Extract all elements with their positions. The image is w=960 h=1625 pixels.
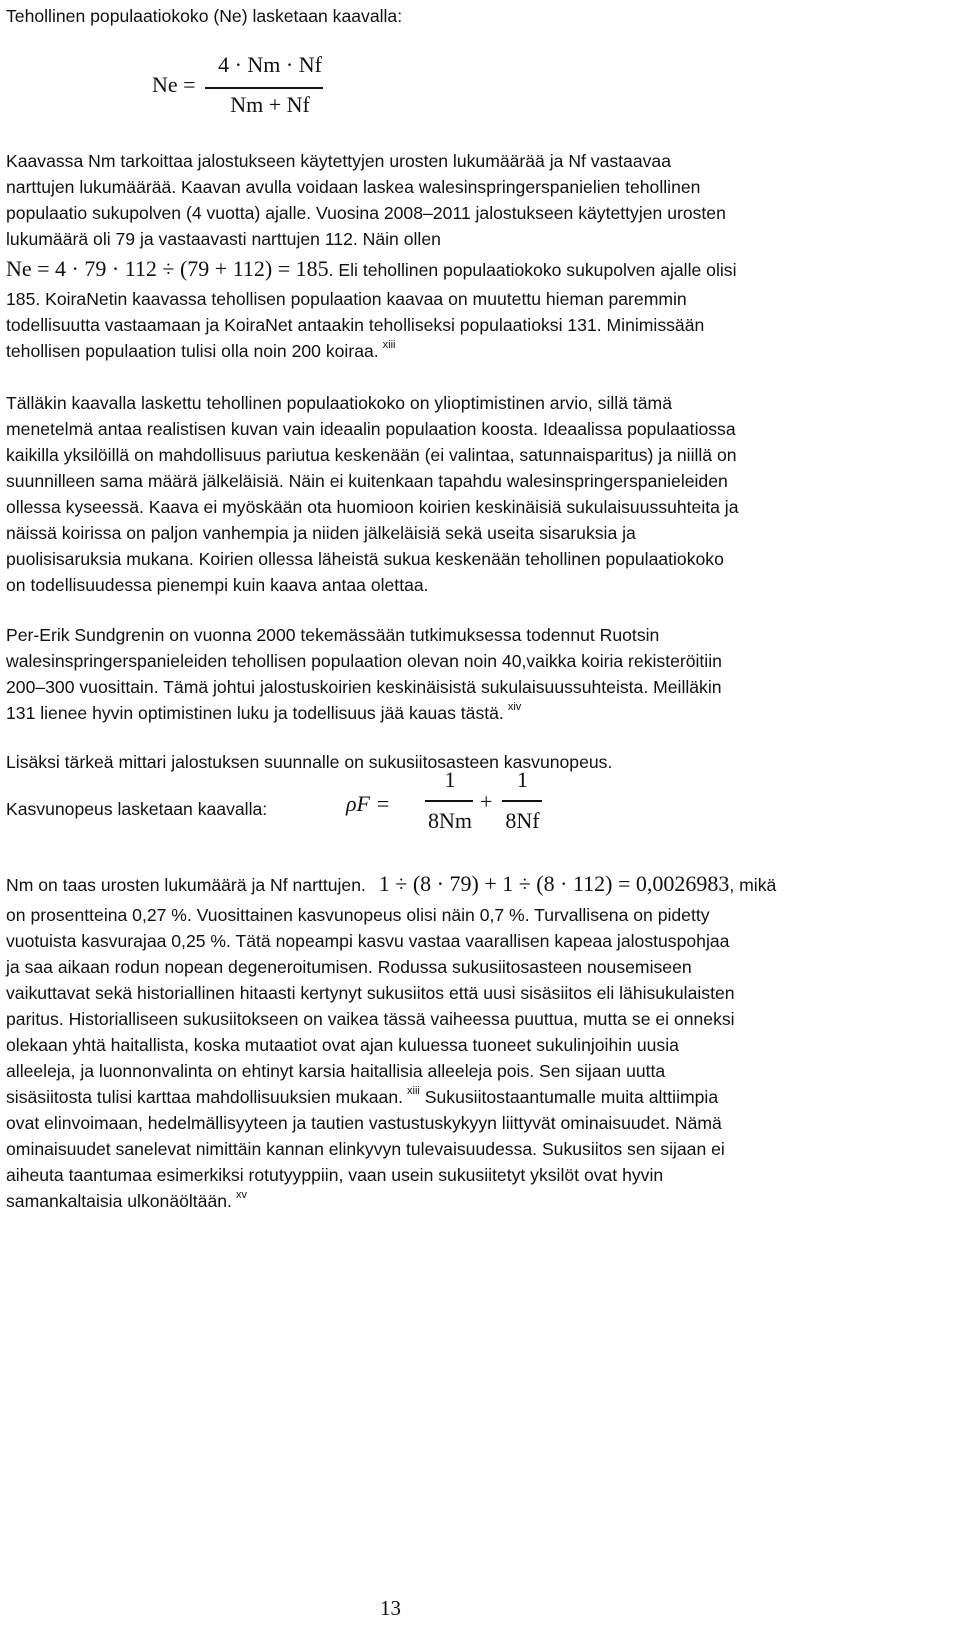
para5b-line-3: aiheuta taantumaa esimerkiksi rotutyyppiin, vaan usein sukusiitetyt yksilöt ovat hyvin [6, 1165, 664, 1185]
formula-ne-lhs: Ne = [152, 72, 196, 97]
para5-line-4: vaikuttavat sekä historiallinen hitaasti kertynyt sukusiitos että uusi sisäsiitos eli lähisukulaisten [6, 983, 735, 1003]
inline-formula-ne-tail: . Eli tehollinen populaatiokoko sukupolven ajalle olisi [328, 260, 737, 280]
para5-line-1: on prosentteina 0,27 %. Vuosittainen kasvunopeus olisi näin 0,7 %. Turvallisena on pidetty [6, 905, 710, 925]
para2-line-7: puolisisaruksia mukana. Koirien ollessa läheistä sukua keskenään tehollinen populaatiokoko [6, 549, 724, 569]
para5-line-2: vuotuista kasvurajaa 0,25 %. Tätä nopeampi kasvu vastaa vaarallisen kapeaa jalostuspohjaa [6, 931, 730, 951]
inline-formula-rho: 1 ÷ (8 · 79) + 1 ÷ (8 · 112) = 0,0026983 [378, 871, 730, 896]
formula-rho-den2: 8Nf [505, 808, 540, 833]
formula-rho-bar2 [502, 800, 542, 802]
endnote-xv-ref: xv [235, 1189, 247, 1201]
para1-line-1: Kaavassa Nm tarkoittaa jalostukseen käytettyjen urosten lukumäärää ja Nf vastaavaa [6, 151, 671, 171]
endnote-xiii-ref: xiii [382, 339, 396, 351]
para3-line-2: walesinspringerspanieleiden tehollisen populaation olevan noin 40,vaikka koiria rekisteröitiin [6, 651, 722, 671]
formula-rho-plus: + [480, 789, 493, 814]
para1-formula-line [6, 256, 736, 284]
para1-line-3: populaatio sukupolven (4 vuotta) ajalle. Vuosina 2008–2011 jalostukseen käytettyjen urosten [6, 203, 726, 223]
para1-line-2: narttujen lukumäärää. Kaavan avulla voidaan laskea walesinspringerspanielien tehollinen [6, 177, 701, 197]
formula-ne-fraction-bar [205, 87, 323, 89]
formula-rho-num2: 1 [517, 767, 528, 792]
formula-ne-numerator: 4 · Nm · Nf [218, 52, 322, 77]
para5-start: Nm on taas urosten lukumäärä ja Nf narttujen. [6, 875, 366, 895]
para5-line-7: alleeleja, ja luonnonvalinta on ehtinyt karsia haitallisia alleeleja pois. Sen sijaan uutta [6, 1061, 666, 1081]
para1b-line-3-text: tehollisen populaation tulisi olla noin 200 koiraa. [6, 341, 379, 361]
para3-line-4-text: 131 lienee hyvin optimistinen luku ja todellisuus jää kauas tästä. [6, 703, 504, 723]
para5-line-6: olekaan yhtä haitallista, koska mutaatiot ovat ajan kuluessa tuoneet sukulinjoihin uusia [6, 1035, 679, 1055]
endnote-xiii-ref-2: xiii [407, 1085, 420, 1097]
para4: Lisäksi tärkeä mittari jalostuksen suunnalle on sukusiitosasteen kasvunopeus. [6, 752, 613, 772]
inline-formula-rho-tail: , mikä [729, 875, 777, 895]
inline-formula-ne: Ne = 4 · 79 · 112 ÷ (79 + 112) = 185 [6, 256, 329, 281]
para5b-line-1: ovat elinvoimaan, hedelmällisyyteen ja tautien vastustuskykyyn liittyvät ominaisuudet. Nämä [6, 1113, 722, 1133]
para2-line-5: ollessa kyseessä. Kaava ei myöskään ota huomioon koirien keskinäisiä sukulaisuussuhteita ja [6, 497, 739, 517]
para2-line-8: on todellisuudessa pienempi kuin kaava antaa olettaa. [6, 575, 429, 595]
para5-after-note: Sukusiitostaantumalle muita alttiimpia [424, 1087, 719, 1107]
endnote-xiv-ref: xiv [507, 701, 522, 713]
para2-line-4: suunnilleen sama määrä jälkeläisiä. Näin ei kuitenkaan tapahdu walesinspringerspanieleiden [6, 471, 728, 491]
para3-line-3: 200–300 vuosittain. Tämä johtui jalostuskoirien keskinäisistä sukulaisuussuhteista. Meilläkin [6, 677, 722, 697]
para2-line-2: menetelmä antaa realistisen kuvan vain ideaalin populaation koosta. Ideaalissa populaatiossa [6, 419, 736, 439]
para3-line-1: Per-Erik Sundgrenin on vuonna 2000 tekemässään tutkimuksessa todennut Ruotsin [6, 625, 660, 645]
page-number: 13 [380, 1596, 401, 1620]
formula-ne-denominator: Nm + Nf [230, 92, 310, 117]
para1b-line-2: todellisuutta vastaamaan ja KoiraNet antaakin teholliseksi populaatioksi 131. Minimissään [6, 315, 705, 335]
para5-line-8-text: sisäsiitosta tulisi karttaa mahdollisuuksien mukaan. [6, 1087, 404, 1107]
para2-line-1: Tälläkin kaavalla laskettu tehollinen populaatiokoko on ylioptimistinen arvio, sillä tämä [6, 393, 672, 413]
formula-rho-den1: 8Nm [428, 808, 472, 833]
para2-line-6: näissä koirissa on paljon vanhempia ja niiden jälkeläisiä sekä useita sisaruksia ja [6, 523, 636, 543]
growth-label: Kasvunopeus lasketaan kaavalla: [6, 799, 268, 819]
para1b-line-1: 185. KoiraNetin kaavassa tehollisen populaation kaavaa on muutettu hieman paremmin [6, 289, 687, 309]
para5-line-3: ja saa aikaan rodun nopean degeneroitumisen. Rodussa sukusiitosasteen nousemiseen [6, 957, 692, 977]
para1b-line-3 [6, 339, 396, 365]
para5-line-5: paritus. Historialliseen sukusiitokseen on vaikea tässä vaiheessa puuttua, mutta se ei onneksi [6, 1009, 735, 1029]
para3-line-4 [6, 701, 521, 727]
formula-rho-bar1 [425, 800, 473, 802]
para5b-line-4 [6, 1189, 247, 1215]
para2-line-3: kaikilla yksilöillä on mahdollisuus pariutua keskenään (ei valintaa, satunnaisparitus) ja niillä on [6, 445, 737, 465]
para1-line-4: lukumäärä oli 79 ja vastaavasti narttujen 112. Näin ollen [6, 229, 441, 249]
para5-formula-line [6, 871, 776, 899]
para5-line-8 [6, 1085, 718, 1111]
formula-rho-num1: 1 [444, 767, 456, 792]
para5b-line-2: ominaisuudet sanelevat nimittäin kannan elinkyvyn tulevaisuudessa. Sukusiitos sen sijaan ei [6, 1139, 725, 1159]
heading: Tehollinen populaatiokoko (Ne) lasketaan kaavalla: [6, 6, 403, 26]
para5b-line-4-text: samankaltaisia ulkonäöltään. [6, 1191, 232, 1211]
formula-rho-lhs: ρF = [346, 791, 391, 816]
